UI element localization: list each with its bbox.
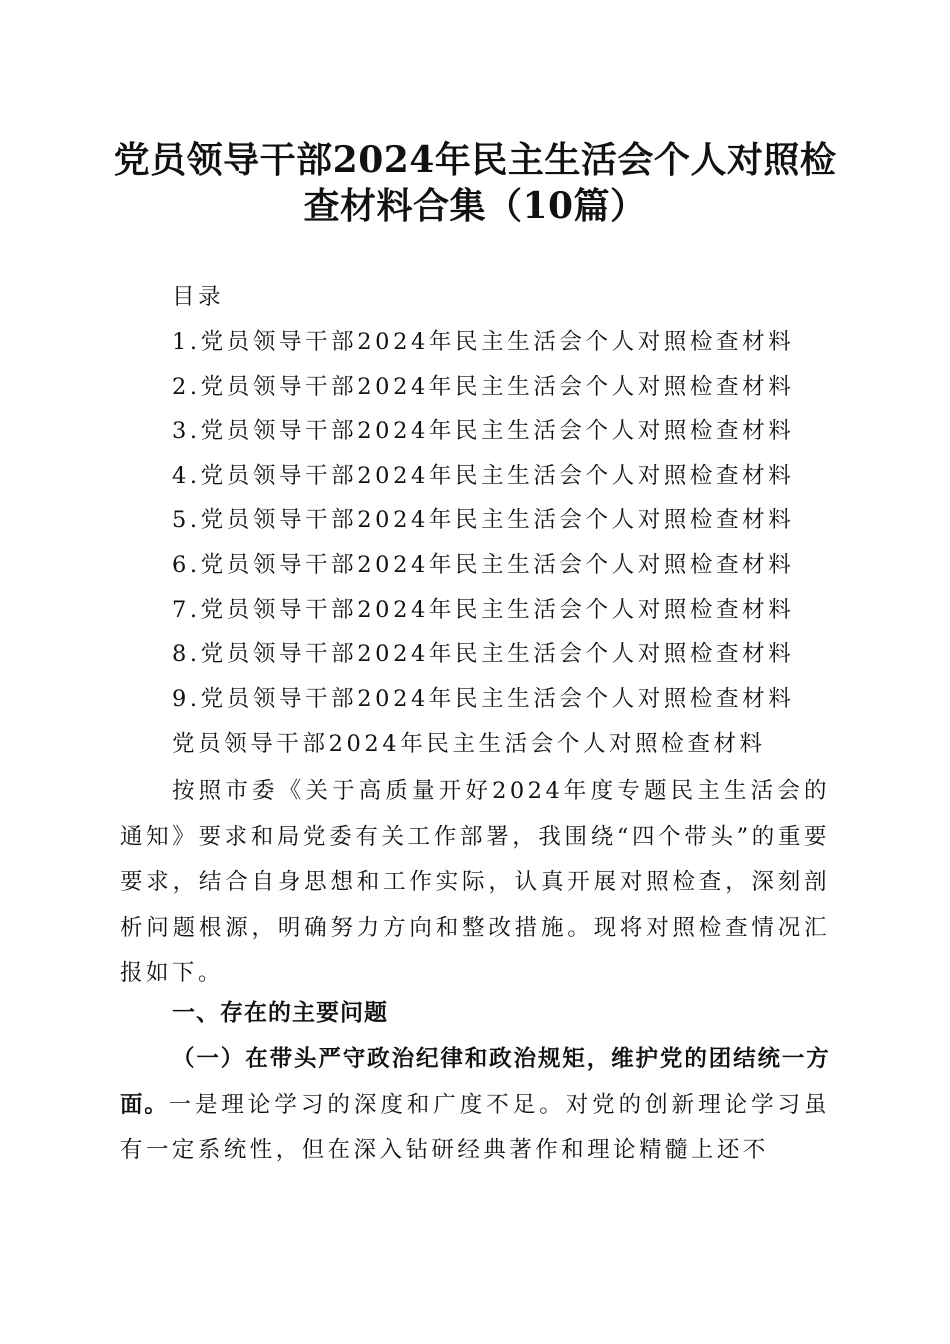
toc-item-1: 1.党员领导干部2024年民主生活会个人对照检查材料 — [172, 329, 795, 355]
toc-list — [172, 326, 794, 727]
toc-item-7: 7.党员领导干部2024年民主生活会个人对照检查材料 — [172, 596, 795, 623]
toc-item-3: 3.党员领导干部2024年民主生活会个人对照检查材料 — [172, 418, 795, 445]
intro-paragraph: 按照市委《关于高质量开好2024年度专题民主生活会的通知》要求和局党委有关工作部署，我围绕“四个带头”的重要要求，结合自身思想和工作实际，认真开展对照检查，深刻剖析问题根源，明确努力方向和整改措施。现将对照检查情况汇报如下。 — [120, 778, 830, 986]
subsection-1-paragraph — [120, 1037, 830, 1174]
toc-heading: 目录 — [172, 284, 225, 310]
toc-item-6: 6.党员领导干部2024年民主生活会个人对照检查材料 — [172, 551, 795, 578]
toc-item-9: 9.党员领导干部2024年民主生活会个人对照检查材料 — [172, 685, 795, 712]
toc-item-8: 8.党员领导干部2024年民主生活会个人对照检查材料 — [172, 641, 795, 668]
toc-item-4: 4.党员领导干部2024年民主生活会个人对照检查材料 — [172, 462, 795, 489]
document-title-line-2: 查材料合集（10篇） — [303, 185, 647, 227]
document-title-line-1: 党员领导干部2024年民主生活会个人对照检 — [113, 139, 837, 181]
subsection-1-text: 一是理论学习的深度和广度不足。对党的创新理论学习虽有一定系统性，但在深入钻研经典著作和理论精髓上还不 — [120, 1091, 830, 1163]
toc-item-5: 5.党员领导干部2024年民主生活会个人对照检查材料 — [172, 507, 795, 534]
subsection-1-heading: （一）在带头严守政治纪律和政治规矩，维护党的团结统一方面。 — [120, 1046, 830, 1118]
section-heading-1: 一、存在的主要问题 — [172, 1000, 388, 1026]
toc-item-10: 党员领导干部2024年民主生活会个人对照检查材料 — [172, 731, 766, 757]
toc-item-2: 2.党员领导干部2024年民主生活会个人对照检查材料 — [172, 373, 795, 400]
